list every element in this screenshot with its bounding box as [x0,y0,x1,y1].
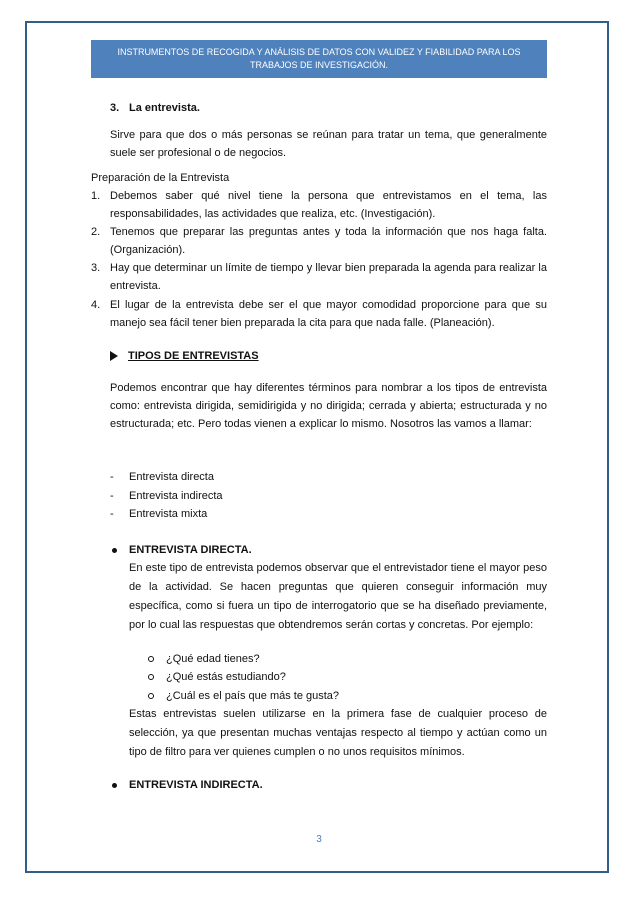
tipos-title: TIPOS DE ENTREVISTAS [128,350,259,362]
directa-title: ENTREVISTA DIRECTA. [129,544,252,556]
dash-1: - [110,471,114,483]
indirecta-title: ENTREVISTA INDIRECTA. [129,779,263,791]
question-2: ¿Qué estás estudiando? [166,671,286,683]
dash-2: - [110,490,114,502]
tipos-list-item-1: Entrevista directa [129,471,214,483]
dash-3: - [110,508,114,520]
q-bullet-1 [148,650,154,668]
circle-bullet-icon [148,656,154,662]
tipos-list-item-2: Entrevista indirecta [129,490,223,502]
question-1: ¿Qué edad tienes? [166,653,260,665]
tipos-heading [110,347,259,365]
document-header [91,40,547,78]
circle-bullet-icon [148,693,154,699]
tipos-list-item-3: Entrevista mixta [129,508,208,520]
q-bullet-2 [148,668,154,686]
directa-bullet [112,541,117,559]
tipos-text: Podemos encontrar que hay diferentes términos para nombrar a los tipos de entrevista como: entrevista dirigida, semidirigida y no dirigida; cerrada y abierta; estructurada y no estructurada; etc. Pero todas vienen a explicar lo mismo. Nosotros las vamos a llamar: [110,382,547,430]
section-title: La entrevista. [129,102,200,114]
section-number: 3. [110,102,120,114]
directa-text: En este tipo de entrevista podemos observar que el entrevistador tiene el mayor peso de la actividad. Se hacen preguntas que quieren conseguir información muy específica, como si fuera un tipo de interrogatorio que se ha diseñado previamente, por lo cual las respuestas que obtendremos serán cortas y concretas. Por ejemplo: [129,562,547,631]
preparation-title: Preparación de la Entrevista [91,172,230,184]
prep-num-3: 3. [91,262,101,274]
q-bullet-3 [148,687,154,705]
bullet-dot-icon [112,548,117,553]
prep-item-4: El lugar de la entrevista debe ser el que mayor comodidad proporcione para que su manejo sea fácil tener bien preparada la cita para que nada falle. (Planeación). [110,299,547,329]
prep-item-3: Hay que determinar un límite de tiempo y llevar bien preparada la agenda para realizar la entrevista. [110,262,547,292]
question-3: ¿Cuál es el país que más te gusta? [166,690,340,702]
indirecta-bullet [112,776,117,794]
header-text: INSTRUMENTOS DE RECOGIDA Y ANÁLISIS DE DATOS CON VALIDEZ Y FIABILIDAD PARA LOS TRABAJOS DE INVESTIGACIÓN. [117,47,521,70]
arrow-bullet-icon [110,351,118,361]
prep-num-1: 1. [91,190,101,202]
directa-after: Estas entrevistas suelen utilizarse en la primera fase de cualquier proceso de selección, ya que presentan muchas ventajas respecto al tiempo y actúan como un tipo de filtro para ver quienes cumplen o no unos requisitos mínimos. [129,708,547,758]
prep-item-1: Debemos saber qué nivel tiene la persona que entrevistamos en el tema, las responsabilidades, las actividades que realiza, etc. (Investigación). [110,190,547,220]
prep-num-4: 4. [91,299,101,311]
prep-num-2: 2. [91,226,101,238]
page-number: 3 [316,834,322,845]
bullet-dot-icon [112,783,117,788]
circle-bullet-icon [148,674,154,680]
prep-item-2: Tenemos que preparar las preguntas antes y toda la información que nos haga falta. (Organización). [110,226,547,256]
section-intro: Sirve para que dos o más personas se reúnan para tratar un tema, que generalmente suele ser profesional o de negocios. [110,129,547,159]
